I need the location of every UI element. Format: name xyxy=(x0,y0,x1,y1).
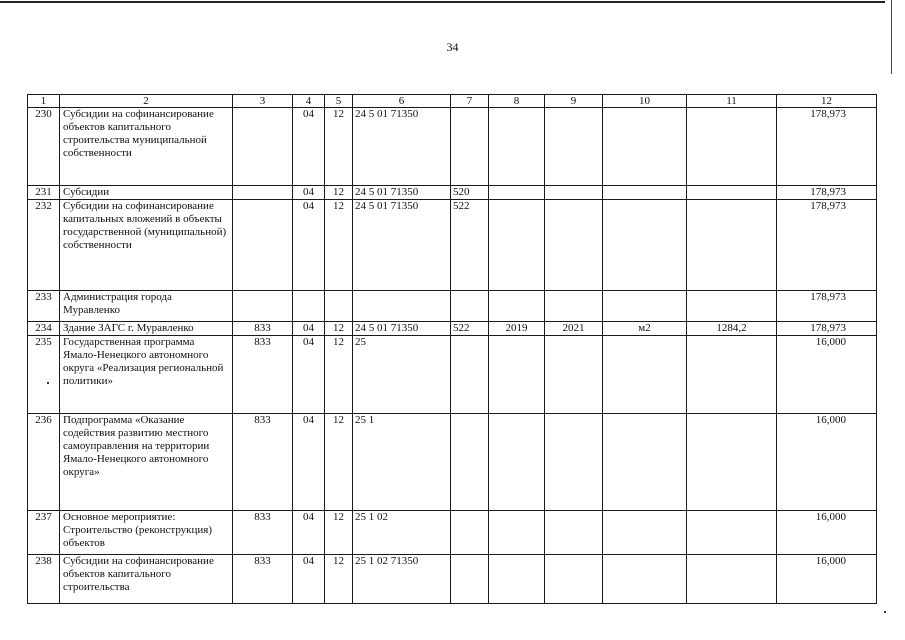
end-year-cell xyxy=(545,336,603,414)
end-year-cell xyxy=(545,200,603,291)
code-cell xyxy=(233,291,293,322)
unit-cell xyxy=(603,200,687,291)
table-row xyxy=(28,200,877,291)
row-number-cell: 235 xyxy=(28,336,60,414)
end-year-cell xyxy=(545,291,603,322)
row-number-cell: 232 xyxy=(28,200,60,291)
row-number-cell: 233 xyxy=(28,291,60,322)
page-number: 34 xyxy=(446,40,459,54)
amount-cell: 16,000 xyxy=(777,555,877,604)
capacity-cell xyxy=(687,555,777,604)
header-cell: 2 xyxy=(60,95,233,108)
start-year-cell: 2019 xyxy=(489,322,545,336)
target-code-cell: 24 5 01 71350 xyxy=(353,322,451,336)
header-cell: 12 xyxy=(777,95,877,108)
subsection-cell: 12 xyxy=(325,322,353,336)
end-year-cell: 2021 xyxy=(545,322,603,336)
start-year-cell xyxy=(489,186,545,200)
row-name-cell: Государственная программа Ямало-Ненецкого автономного округа «Реализация региональной политики» xyxy=(60,336,233,414)
subsection-cell: 12 xyxy=(325,336,353,414)
capacity-cell xyxy=(687,414,777,511)
unit-cell xyxy=(603,291,687,322)
row-name-cell: Субсидии на софинансирование капитальных вложений в объекты государственной (муниципальной) собственности xyxy=(60,200,233,291)
capacity-cell: 1284,2 xyxy=(687,322,777,336)
subsection-cell: 12 xyxy=(325,200,353,291)
section-cell: 04 xyxy=(293,336,325,414)
amount-cell: 178,973 xyxy=(777,108,877,186)
header-cell: 8 xyxy=(489,95,545,108)
table-row xyxy=(28,414,877,511)
target-code-cell: 25 1 02 xyxy=(353,511,451,555)
capacity-cell xyxy=(687,511,777,555)
scan-speck xyxy=(884,611,886,613)
target-code-cell: 25 1 02 71350 xyxy=(353,555,451,604)
unit-cell xyxy=(603,555,687,604)
header-cell: 4 xyxy=(293,95,325,108)
header-cell: 7 xyxy=(451,95,489,108)
header-cell: 1 xyxy=(28,95,60,108)
amount-cell: 16,000 xyxy=(777,336,877,414)
end-year-cell xyxy=(545,511,603,555)
subsection-cell: 12 xyxy=(325,186,353,200)
row-number-cell: 230 xyxy=(28,108,60,186)
expense-type-cell xyxy=(451,108,489,186)
capacity-cell xyxy=(687,108,777,186)
start-year-cell xyxy=(489,108,545,186)
row-number-cell: 236 xyxy=(28,414,60,511)
header-cell: 3 xyxy=(233,95,293,108)
row-name-cell: Основное мероприятие: Строительство (реконструкция) объектов xyxy=(60,511,233,555)
row-name-cell: Субсидии на софинансирование объектов капитального строительства муниципальной собственности xyxy=(60,108,233,186)
expense-type-cell xyxy=(451,291,489,322)
end-year-cell xyxy=(545,108,603,186)
end-year-cell xyxy=(545,186,603,200)
start-year-cell xyxy=(489,511,545,555)
section-cell: 04 xyxy=(293,200,325,291)
row-name-cell: Здание ЗАГС г. Муравленко xyxy=(60,322,233,336)
start-year-cell xyxy=(489,200,545,291)
table-row xyxy=(28,336,877,414)
target-code-cell: 24 5 01 71350 xyxy=(353,108,451,186)
expense-type-cell xyxy=(451,555,489,604)
code-cell: 833 xyxy=(233,322,293,336)
code-cell: 833 xyxy=(233,336,293,414)
header-cell: 5 xyxy=(325,95,353,108)
amount-cell: 178,973 xyxy=(777,291,877,322)
target-code-cell xyxy=(353,291,451,322)
expense-type-cell xyxy=(451,336,489,414)
capacity-cell xyxy=(687,291,777,322)
subsection-cell: 12 xyxy=(325,414,353,511)
amount-cell: 178,973 xyxy=(777,186,877,200)
subsection-cell: 12 xyxy=(325,555,353,604)
subsection-cell xyxy=(325,291,353,322)
expense-type-cell: 520 xyxy=(451,186,489,200)
end-year-cell xyxy=(545,555,603,604)
section-cell xyxy=(293,291,325,322)
unit-cell xyxy=(603,336,687,414)
row-number-cell: 231 xyxy=(28,186,60,200)
top-border-line xyxy=(0,1,885,3)
unit-cell xyxy=(603,186,687,200)
right-edge-line xyxy=(891,0,892,74)
code-cell xyxy=(233,200,293,291)
table-row xyxy=(28,322,877,336)
table-row xyxy=(28,186,877,200)
expense-type-cell: 522 xyxy=(451,200,489,291)
row-name-cell: Администрация города Муравленко xyxy=(60,291,233,322)
row-number-cell: 234 xyxy=(28,322,60,336)
table-row xyxy=(28,108,877,186)
amount-cell: 16,000 xyxy=(777,414,877,511)
section-cell: 04 xyxy=(293,108,325,186)
row-name-cell: Подпрограмма «Оказание содействия развитию местного самоуправления на территории Ямало-Ненецкого автономного округа» xyxy=(60,414,233,511)
target-code-cell: 25 xyxy=(353,336,451,414)
header-cell: 11 xyxy=(687,95,777,108)
capacity-cell xyxy=(687,200,777,291)
subsection-cell: 12 xyxy=(325,108,353,186)
expense-type-cell xyxy=(451,511,489,555)
row-name-cell: Субсидии на софинансирование объектов капитального строительства xyxy=(60,555,233,604)
section-cell: 04 xyxy=(293,414,325,511)
code-cell: 833 xyxy=(233,555,293,604)
section-cell: 04 xyxy=(293,511,325,555)
header-cell: 10 xyxy=(603,95,687,108)
target-code-cell: 24 5 01 71350 xyxy=(353,200,451,291)
code-cell: 833 xyxy=(233,511,293,555)
start-year-cell xyxy=(489,291,545,322)
code-cell xyxy=(233,186,293,200)
section-cell: 04 xyxy=(293,555,325,604)
unit-cell xyxy=(603,414,687,511)
section-cell: 04 xyxy=(293,322,325,336)
table-header-row xyxy=(28,95,877,108)
code-cell: 833 xyxy=(233,414,293,511)
budget-table xyxy=(27,94,877,604)
unit-cell xyxy=(603,108,687,186)
capacity-cell xyxy=(687,186,777,200)
expense-type-cell xyxy=(451,414,489,511)
row-number-cell: 238 xyxy=(28,555,60,604)
row-name-cell: Субсидии xyxy=(60,186,233,200)
code-cell xyxy=(233,108,293,186)
header-cell: 9 xyxy=(545,95,603,108)
row-number-cell: 237 xyxy=(28,511,60,555)
table-row xyxy=(28,291,877,322)
amount-cell: 178,973 xyxy=(777,200,877,291)
header-cell: 6 xyxy=(353,95,451,108)
table-row xyxy=(28,511,877,555)
capacity-cell xyxy=(687,336,777,414)
amount-cell: 178,973 xyxy=(777,322,877,336)
table-row xyxy=(28,555,877,604)
end-year-cell xyxy=(545,414,603,511)
expense-type-cell: 522 xyxy=(451,322,489,336)
section-cell: 04 xyxy=(293,186,325,200)
target-code-cell: 24 5 01 71350 xyxy=(353,186,451,200)
target-code-cell: 25 1 xyxy=(353,414,451,511)
amount-cell: 16,000 xyxy=(777,511,877,555)
unit-cell: м2 xyxy=(603,322,687,336)
unit-cell xyxy=(603,511,687,555)
subsection-cell: 12 xyxy=(325,511,353,555)
start-year-cell xyxy=(489,555,545,604)
start-year-cell xyxy=(489,414,545,511)
start-year-cell xyxy=(489,336,545,414)
